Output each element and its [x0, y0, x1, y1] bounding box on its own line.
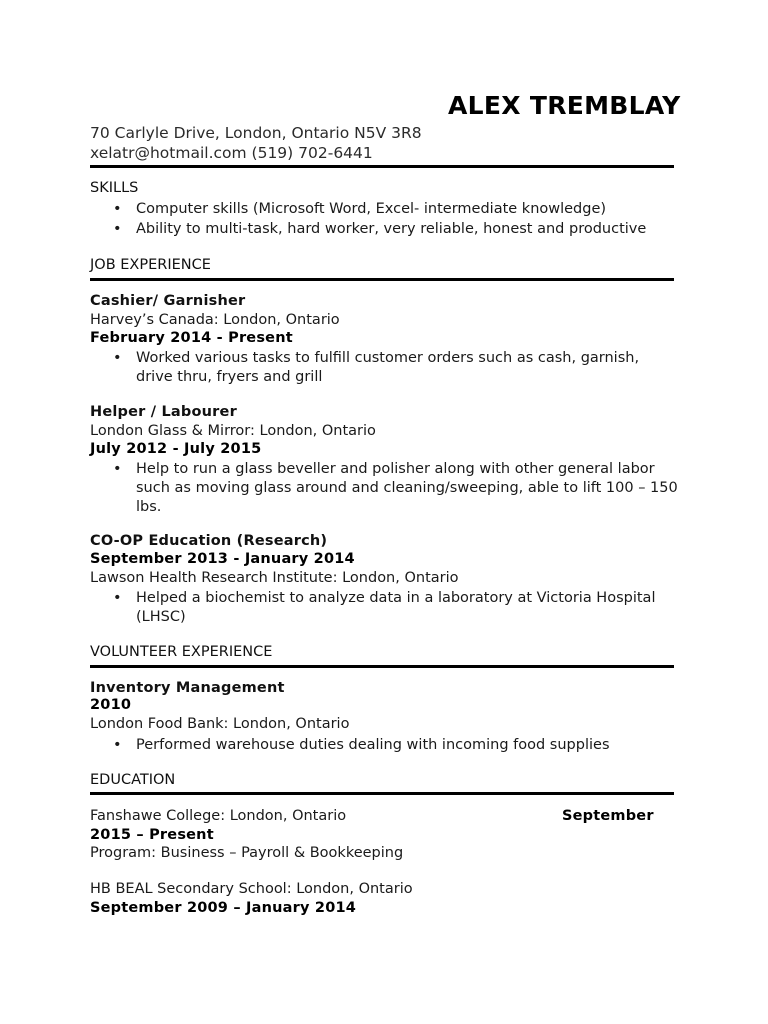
job-company: Lawson Health Research Institute: London, Ontario — [90, 570, 459, 586]
volunteer-dates: 2010 — [90, 697, 132, 713]
job-dates: February 2014 - Present — [90, 330, 293, 346]
candidate-name: ALEX TREMBLAY — [448, 91, 681, 120]
bullet-icon: • — [113, 590, 122, 606]
job-bullet-text: Worked various tasks to fulfill customer orders such as cash, garnish, drive thru, fryers and grill — [136, 350, 640, 385]
job-bullet-text: Help to run a glass beveller and polisher along with other general labor such as moving glass around and cleaning/sweeping, able to lift 100 – 150 lbs. — [136, 461, 678, 515]
volunteer-heading: VOLUNTEER EXPERIENCE — [90, 644, 273, 660]
bullet-icon: • — [113, 201, 122, 217]
job-title-text: Cashier/ Garnisher — [90, 293, 246, 309]
volunteer-organization: London Food Bank: London, Ontario — [90, 716, 350, 732]
volunteer-title-text: Inventory Management — [90, 680, 285, 696]
job-experience-heading: JOB EXPERIENCE — [90, 257, 211, 273]
education-divider — [90, 792, 674, 795]
school-name: HB BEAL Secondary School: London, Ontario — [90, 881, 413, 897]
job-bullet-text: Helped a biochemist to analyze data in a laboratory at Victoria Hospital (LHSC) — [136, 590, 656, 625]
skills-heading: SKILLS — [90, 180, 139, 196]
school-name: Fanshawe College: London, Ontario — [90, 808, 347, 824]
education-heading: EDUCATION — [90, 772, 176, 788]
contact-line: xelatr@hotmail.com (519) 702-6441 — [90, 144, 373, 162]
volunteer-divider — [90, 665, 674, 668]
job-dates: July 2012 - July 2015 — [90, 441, 262, 457]
job-company: London Glass & Mirror: London, Ontario — [90, 423, 376, 439]
school-dates: September 2009 – January 2014 — [90, 900, 357, 916]
job-title — [90, 293, 245, 309]
school-dates: 2015 – Present — [90, 827, 214, 843]
job-experience-divider — [90, 278, 674, 281]
school-start-date: September — [562, 808, 654, 824]
bullet-icon: • — [113, 461, 122, 477]
bullet-icon: • — [113, 737, 122, 753]
job-dates: September 2013 - January 2014 — [90, 551, 355, 567]
address-line: 70 Carlyle Drive, London, Ontario N5V 3R8 — [90, 124, 422, 142]
job-title-text: CO-OP Education (Research) — [90, 533, 328, 549]
school-program: Program: Business – Payroll & Bookkeeping — [90, 845, 404, 861]
job-title — [90, 533, 327, 549]
header-divider — [90, 165, 674, 168]
volunteer-title — [90, 680, 285, 696]
job-company: Harvey’s Canada: London, Ontario — [90, 312, 340, 328]
volunteer-bullet-text: Performed warehouse duties dealing with incoming food supplies — [136, 737, 610, 753]
bullet-icon: • — [113, 350, 122, 366]
bullet-icon: • — [113, 221, 122, 237]
skill-text: Computer skills (Microsoft Word, Excel- intermediate knowledge) — [136, 201, 607, 217]
skill-text: Ability to multi-task, hard worker, very reliable, honest and productive — [136, 221, 647, 237]
job-title-text: Helper / Labourer — [90, 404, 237, 420]
job-title — [90, 404, 237, 420]
